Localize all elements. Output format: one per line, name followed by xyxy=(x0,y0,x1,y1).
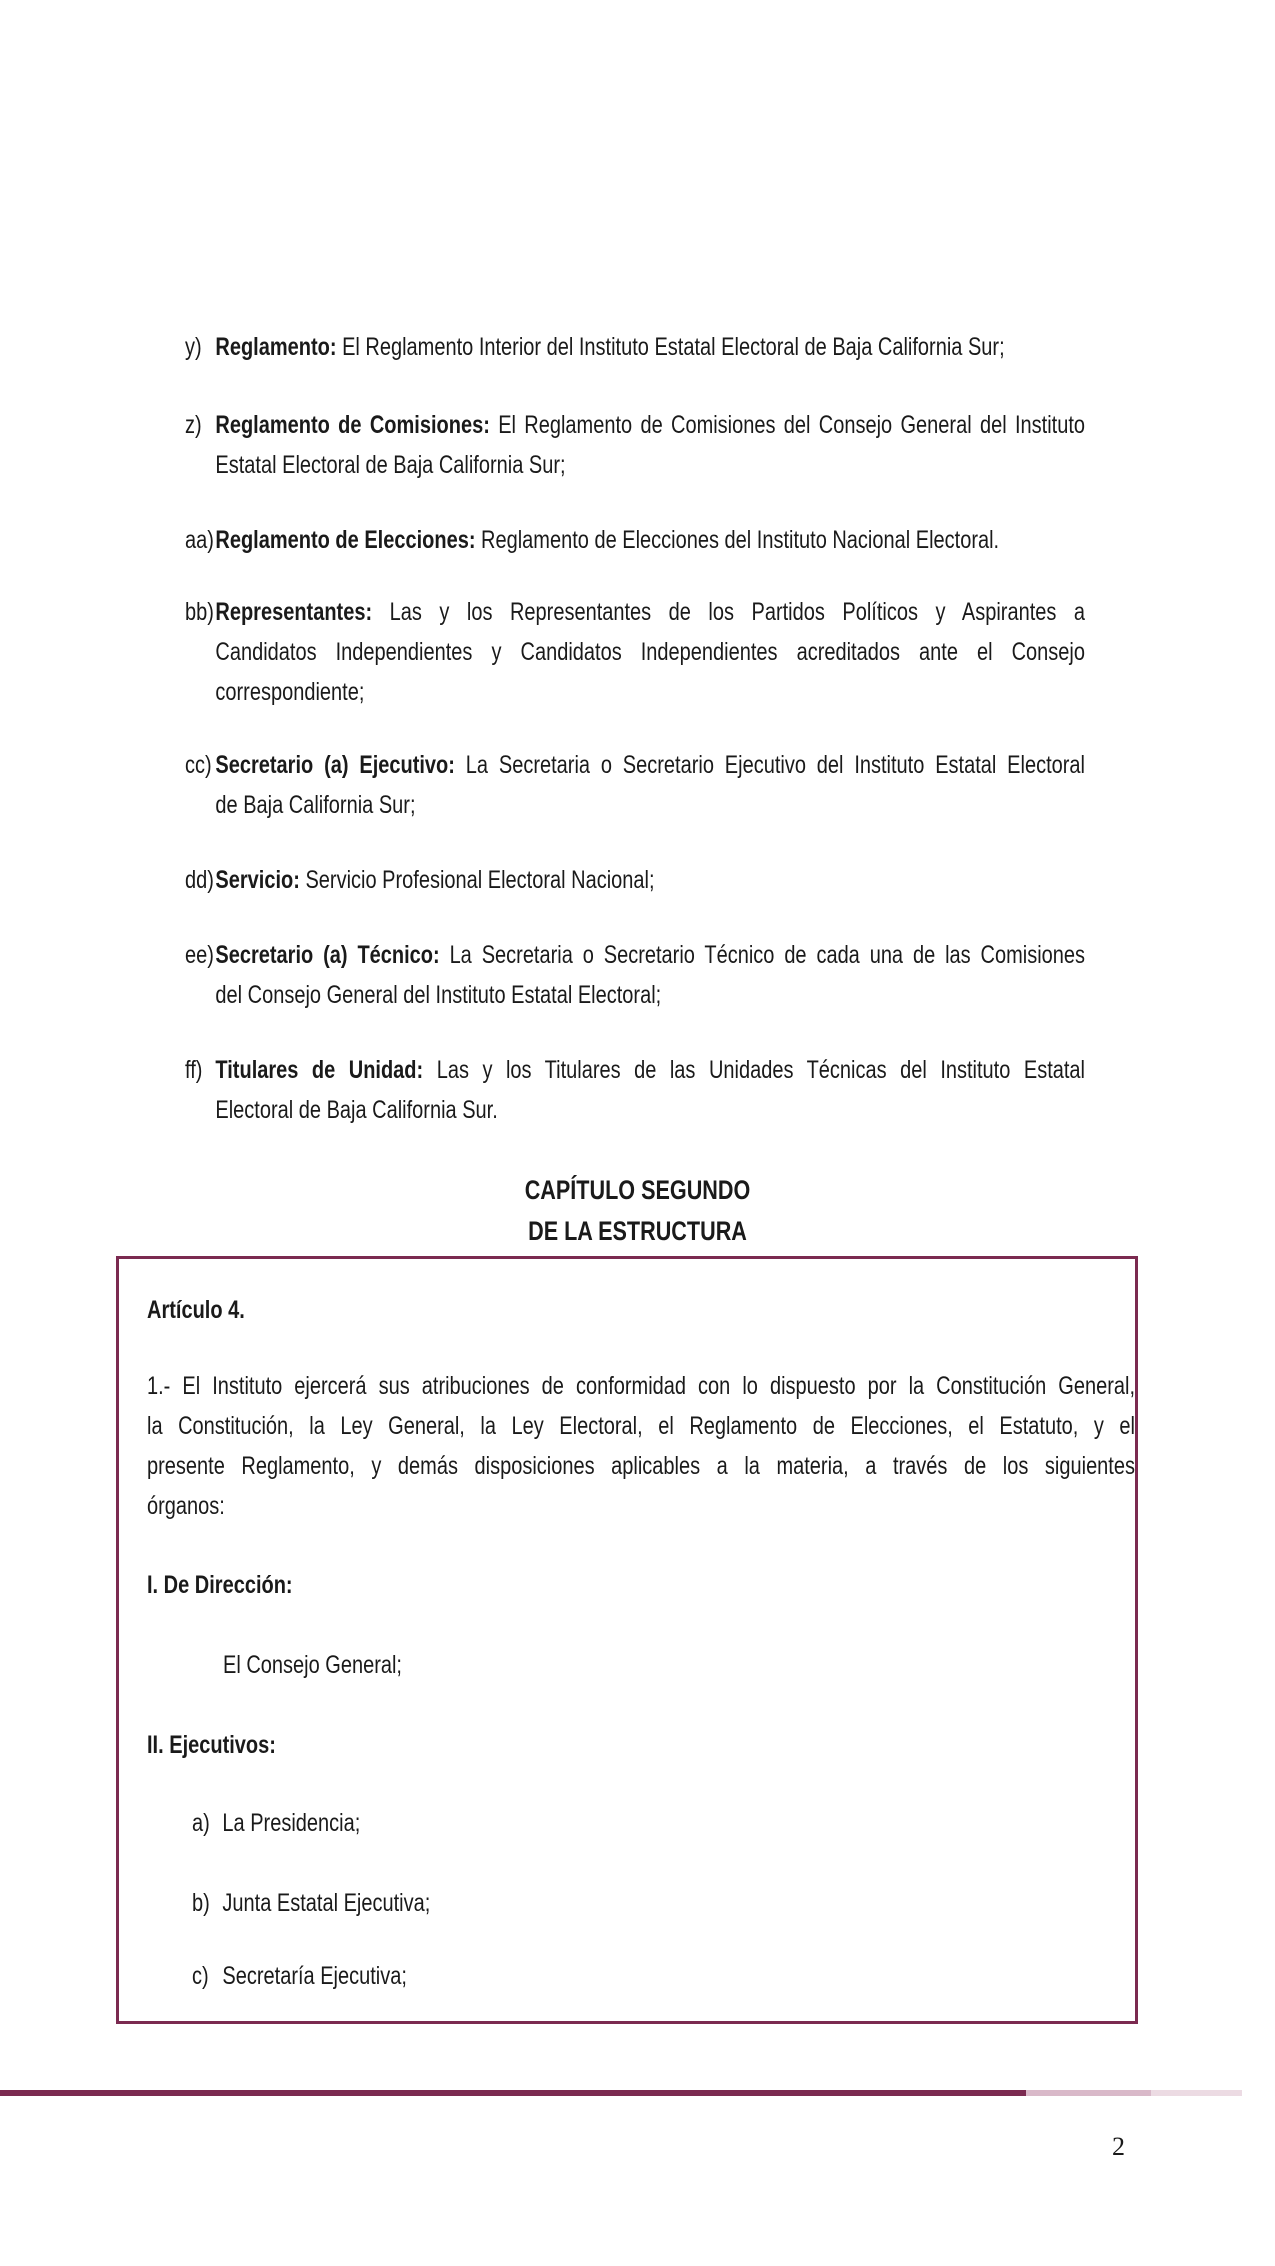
list-marker: ff) xyxy=(185,1056,203,1084)
list-marker: dd) xyxy=(185,866,214,894)
list-marker: aa) xyxy=(185,526,214,554)
footer-rule-light xyxy=(1151,2090,1242,2096)
definition-term: Secretario (a) Ejecutivo: xyxy=(215,751,455,779)
section-heading-ejecutivos: II. Ejecutivos: xyxy=(147,1731,276,1759)
definition-text: Estatal Electoral de Baja California Sur; xyxy=(215,451,566,479)
section-item: Secretaría Ejecutiva; xyxy=(222,1962,407,1990)
section-item: El Consejo General; xyxy=(223,1651,402,1679)
list-marker: y) xyxy=(185,333,202,361)
definition-term: Servicio: xyxy=(215,866,300,894)
chapter-subtitle: DE LA ESTRUCTURA xyxy=(528,1216,747,1246)
definition-text: correspondiente; xyxy=(215,678,365,706)
definition-text: de Baja California Sur; xyxy=(215,791,416,819)
definition-text: La Secretaria o Secretario Ejecutivo del Instituto Estatal Electoral xyxy=(465,751,1085,779)
list-marker: cc) xyxy=(185,751,212,779)
definition-text: Servicio Profesional Electoral Nacional; xyxy=(305,866,655,894)
article-heading: Artículo 4. xyxy=(147,1296,245,1324)
footer-rule-dark xyxy=(0,2090,1026,2096)
definition-term: Reglamento: xyxy=(215,333,337,361)
footer-rule-medium xyxy=(1026,2090,1151,2096)
definition-term: Representantes: xyxy=(215,598,373,626)
definition-text: El Reglamento Interior del Instituto Estatal Electoral de Baja California Sur; xyxy=(342,333,1005,361)
definition-term: Reglamento de Comisiones: xyxy=(215,411,490,439)
paragraph-line: órganos: xyxy=(147,1492,225,1520)
definition-term: Reglamento de Elecciones: xyxy=(215,526,476,554)
definition-text: Electoral de Baja California Sur. xyxy=(215,1096,498,1124)
section-item: La Presidencia; xyxy=(222,1809,361,1837)
paragraph-line: 1.- El Instituto ejercerá sus atribuciones de conformidad con lo dispuesto por la Constitución General, xyxy=(147,1372,1135,1400)
paragraph-line: la Constitución, la Ley General, la Ley Electoral, el Reglamento de Elecciones, el Estatuto, y el xyxy=(147,1412,1135,1440)
list-marker: b) xyxy=(192,1889,210,1917)
list-marker: ee) xyxy=(185,941,214,969)
list-marker: c) xyxy=(192,1962,209,1990)
definition-text: Candidatos Independientes y Candidatos Independientes acreditados ante el Consejo xyxy=(215,638,1085,666)
definition-term: Secretario (a) Técnico: xyxy=(215,941,440,969)
definition-text: Reglamento de Elecciones del Instituto Nacional Electoral. xyxy=(481,526,1000,554)
definition-text: Las y los Titulares de las Unidades Técnicas del Instituto Estatal xyxy=(436,1056,1085,1084)
page-number: 2 xyxy=(1112,2132,1125,2161)
section-heading-direccion: I. De Dirección: xyxy=(147,1571,293,1599)
definition-term: Titulares de Unidad: xyxy=(215,1056,424,1084)
article-paragraph xyxy=(147,1366,1135,1526)
definition-text: El Reglamento de Comisiones del Consejo General del Instituto xyxy=(498,411,1086,439)
list-marker: a) xyxy=(192,1809,210,1837)
list-marker: bb) xyxy=(185,598,214,626)
section-item: Junta Estatal Ejecutiva; xyxy=(222,1889,431,1917)
definition-text: del Consejo General del Instituto Estatal Electoral; xyxy=(215,981,662,1009)
chapter-heading xyxy=(0,1170,1275,1252)
definition-text: Las y los Representantes de los Partidos Políticos y Aspirantes a xyxy=(389,598,1085,626)
list-marker: z) xyxy=(185,411,202,439)
chapter-title: CAPÍTULO SEGUNDO xyxy=(524,1175,751,1205)
paragraph-line: presente Reglamento, y demás disposiciones aplicables a la materia, a través de los siguientes xyxy=(147,1452,1135,1480)
definition-text: La Secretaria o Secretario Técnico de cada una de las Comisiones xyxy=(449,941,1085,969)
